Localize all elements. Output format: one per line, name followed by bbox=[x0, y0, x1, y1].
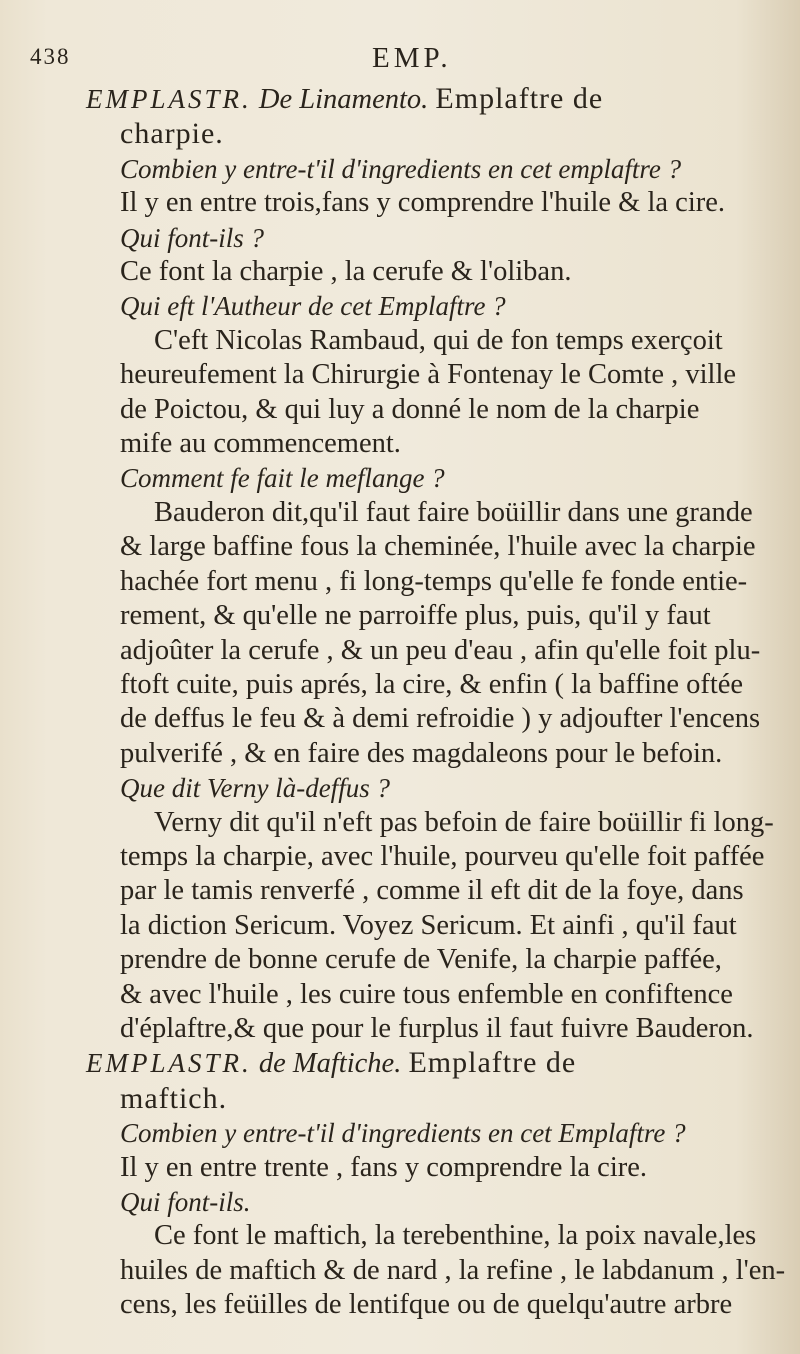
entry-title-french-continued: maftich. bbox=[120, 1081, 228, 1115]
answer bbox=[86, 186, 780, 220]
question: Qui font-ils. bbox=[120, 1187, 251, 1217]
answer-line: ftoft cuite, puis aprés, la cire, & enfin ( la baffine oftée bbox=[120, 668, 744, 700]
answer-line: heureufement la Chirurgie à Fontenay le Comte , ville bbox=[120, 359, 737, 391]
answer-line: prendre de bonne cerufe de Venife, la charpie paffée, bbox=[120, 944, 722, 976]
entry-title bbox=[86, 1046, 780, 1116]
answer-line: pulverifé , & en faire des magdaleons pour le befoin. bbox=[120, 737, 723, 769]
entry-title-small-caps: EMPLASTR. bbox=[86, 1048, 252, 1079]
answer-line: d'éplaftre,& que pour le furplus il faut fuivre Bauderon. bbox=[120, 1012, 754, 1044]
entry-title-french: Emplaftre de bbox=[435, 82, 604, 115]
answer-line: Il y en entre trente , fans y comprendre la cire. bbox=[120, 1151, 647, 1183]
answer-line: rement, & qu'elle ne parroiffe plus, puis, qu'il y faut bbox=[120, 600, 711, 632]
entry-title bbox=[86, 82, 780, 152]
answer-line: & avec l'huile , les cuire tous enfemble en confiftence bbox=[120, 978, 733, 1010]
page-number: 438 bbox=[30, 44, 71, 69]
answer-line: huiles de maftich & de nard , la refine , le labdanum , l'en- bbox=[120, 1254, 786, 1286]
answer bbox=[86, 1151, 780, 1185]
question: Qui font-ils ? bbox=[120, 222, 265, 253]
answer bbox=[86, 496, 780, 771]
answer-line: adjoûter la cerufe , & un peu d'eau , afin qu'elle foit plu- bbox=[120, 634, 761, 666]
answer bbox=[86, 1219, 786, 1322]
question: Que dit Verny là-deffus ? bbox=[120, 773, 390, 804]
question: Combien y entre-t'il d'ingredients en cet emplaftre ? bbox=[120, 153, 682, 184]
entry-title-french: Emplaftre de bbox=[408, 1046, 577, 1080]
answer-line: Ce font la charpie , la cerufe & l'oliban. bbox=[120, 256, 572, 288]
question: Qui eft l'Autheur de cet Emplaftre ? bbox=[120, 291, 506, 322]
answer bbox=[86, 255, 780, 289]
entry-title-latin: De Linamento. bbox=[258, 84, 429, 115]
entry-title-small-caps: EMPLASTR. bbox=[86, 84, 252, 114]
answer-line: la diction Sericum. Voyez Sericum. Et ainfi , qu'il faut bbox=[120, 909, 737, 941]
running-head: EMP. bbox=[372, 42, 452, 74]
entry-title-latin: de Maftiche. bbox=[258, 1048, 402, 1080]
question: Combien y entre-t'il d'ingredients en cet Emplaftre ? bbox=[120, 1118, 686, 1149]
entry-title-french-continued: charpie. bbox=[120, 117, 224, 151]
answer-line: de Poictou, & qui luy a donné le nom de la charpie bbox=[120, 393, 700, 425]
answer-line: C'eft Nicolas Rambaud, qui de fon temps exerçoit bbox=[154, 324, 723, 356]
answer-line: de deffus le feu & à demi refroidie ) y adjoufter l'encens bbox=[120, 703, 761, 735]
answer bbox=[86, 324, 780, 462]
answer-line: Bauderon dit,qu'il faut faire boüillir dans une grande bbox=[154, 496, 753, 528]
answer-line: cens, les feüilles de lentifque ou de quelqu'autre arbre bbox=[120, 1289, 733, 1321]
answer-line: temps la charpie, avec l'huile, pourveu qu'elle foit paffée bbox=[120, 840, 765, 872]
answer-line: Il y en entre trois,fans y comprendre l'huile & la cire. bbox=[120, 187, 725, 219]
answer-line: hachée fort menu , fi long-temps qu'elle fe fonde entie- bbox=[120, 565, 748, 597]
page-text bbox=[86, 82, 786, 1323]
answer-line: & large baffine fous la cheminée, l'huile avec la charpie bbox=[120, 531, 756, 563]
question: Comment fe fait le meflange ? bbox=[120, 463, 445, 494]
answer-line: Ce font le maftich, la terebenthine, la poix navale,les bbox=[154, 1220, 757, 1252]
answer-line: mife au commencement. bbox=[120, 428, 401, 460]
answer bbox=[86, 806, 780, 1047]
page-header bbox=[30, 38, 780, 82]
answer-line: Verny dit qu'il n'eft pas befoin de faire boüillir fi long- bbox=[154, 806, 774, 838]
answer-line: par le tamis renverfé , comme il eft dit de la foye, dans bbox=[120, 875, 744, 907]
